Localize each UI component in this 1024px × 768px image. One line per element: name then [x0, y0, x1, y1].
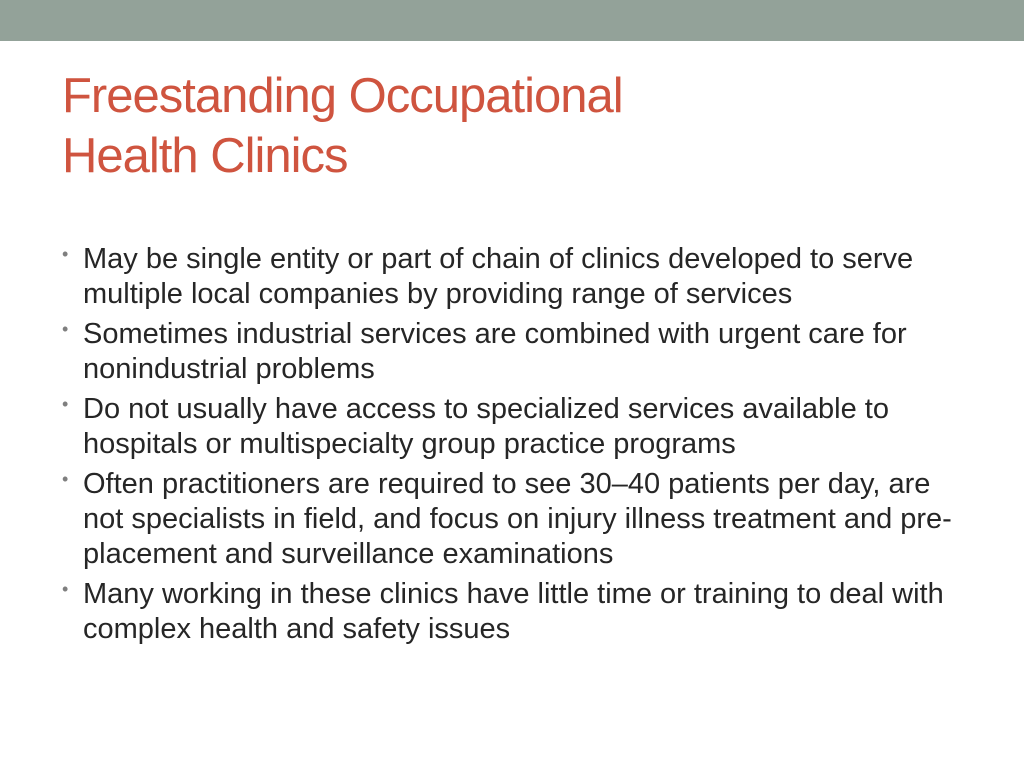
bullet-dot-icon: • [62, 244, 69, 264]
bullet-item [62, 467, 962, 572]
bullet-text: Many working in these clinics have little time or training to deal with complex health and safety issues [83, 578, 944, 645]
bullet-text: Sometimes industrial services are combined with urgent care for nonindustrial problems [83, 318, 907, 385]
slide-title-line-1: Freestanding Occupational [62, 69, 623, 123]
bullet-dot-icon: • [62, 469, 69, 489]
bullet-item [62, 392, 962, 462]
bullet-dot-icon: • [62, 579, 69, 599]
bullet-dot-icon: • [62, 394, 69, 414]
bullet-text: Often practitioners are required to see 30–40 patients per day, are not specialists in field, and focus on injury illness treatment and pre-placement and surveillance examinations [83, 468, 952, 570]
slide-title [62, 66, 962, 186]
bullet-dot-icon: • [62, 319, 69, 339]
slide-title-line-2: Health Clinics [62, 129, 348, 183]
bullet-item [62, 577, 962, 647]
bullet-item [62, 317, 962, 387]
bullet-text: May be single entity or part of chain of clinics developed to serve multiple local companies by providing range of services [83, 243, 914, 310]
bullet-list [62, 242, 962, 652]
top-accent-band [0, 0, 1024, 41]
bullet-text: Do not usually have access to specialized services available to hospitals or multispecialty group practice programs [83, 393, 889, 460]
bullet-item [62, 242, 962, 312]
